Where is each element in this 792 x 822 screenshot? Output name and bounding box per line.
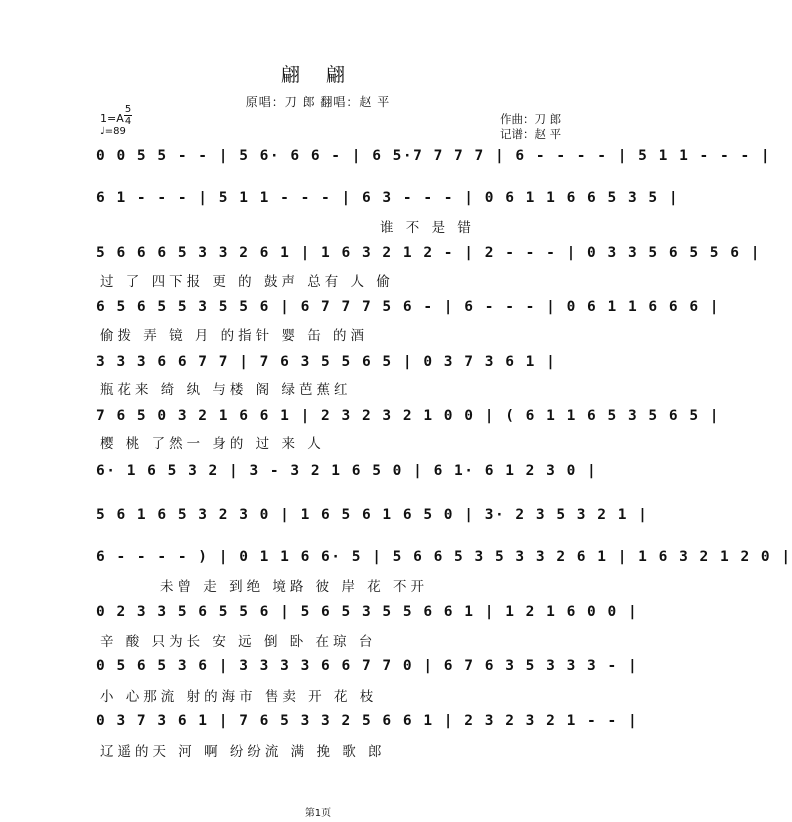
notation-line: 0 0 5 5 - - | 5 6· 6 6 - | 6 5·7 7 7 7 | 6 - - - - | 5 1 1 - - - | [96,148,772,164]
song-title: 翩 翩 [280,64,356,86]
page-number: 第1页 [304,808,332,819]
lyric-line: 小 心那流 射的海市 售卖 开 花 枝 [100,689,378,705]
lyric-line: 过 了 四下报 更 的 鼓声 总有 人 偷 [100,274,394,290]
key-signature: 1=A [100,112,124,125]
notation-line: 3 3 3 6 6 7 7 | 7 6 3 5 5 6 5 | 0 3 7 3 6 1 | [96,354,557,370]
notation-line: 6 1 - - - | 5 1 1 - - - | 6 3 - - - | 0 6 1 1 6 6 5 3 5 | [96,190,680,206]
performer-credits: 原唱：刀 郎 翻唱：赵 平 [245,95,391,109]
lyric-line: 偷拨 弄 镜 月 的指针 婴 缶 的酒 [100,328,369,344]
notation-line: 6· 1 6 5 3 2 | 3 - 3 2 1 6 5 0 | 6 1· 6 1 2 3 0 | [96,463,598,479]
notation-line: 7 6 5 0 3 2 1 6 6 1 | 2 3 2 3 2 1 0 0 | ( 6 1 1 6 5 3 5 6 5 | [96,408,721,424]
lyric-line: 辽遥的天 河 啊 纷纷流 满 挽 歌 郎 [100,744,386,760]
notation-line: 6 5 6 5 5 3 5 5 6 | 6 7 7 7 5 6 - | 6 - - - | 0 6 1 1 6 6 6 | [96,299,721,315]
lyric-line: 樱 桃 了然一 身的 过 来 人 [100,436,325,452]
meter-top: 5 [124,104,132,115]
notation-line: 0 2 3 3 5 6 5 5 6 | 5 6 5 3 5 5 6 6 1 | 1 2 1 6 0 0 | [96,604,639,620]
notation-line: 5 6 1 6 5 3 2 3 0 | 1 6 5 6 1 6 5 0 | 3· 2 3 5 3 2 1 | [96,507,649,523]
notation-line: 6 - - - - ) | 0 1 1 6 6· 5 | 5 6 6 5 3 5 3 3 2 6 1 | 1 6 3 2 1 2 0 | [96,549,792,565]
lyric-line: 未曾 走 到绝 境路 彼 岸 花 不开 [160,579,429,595]
notation-line: 0 5 6 5 3 6 | 3 3 3 3 6 6 7 7 0 | 6 7 6 3 5 3 3 3 - | [96,658,639,674]
lyric-line: 辛 酸 只为长 安 远 倒 卧 在琼 台 [100,634,377,650]
composer-credit: 作曲：刀 郎 [500,112,562,126]
lyric-line: 瓶花来 绮 纨 与楼 阁 绿芭蕉红 [100,382,352,398]
notation-line: 0 3 7 3 6 1 | 7 6 5 3 3 2 5 6 6 1 | 2 3 2 3 2 1 - - | [96,713,639,729]
notation-line: 5 6 6 6 5 3 3 2 6 1 | 1 6 3 2 1 2 - | 2 - - - | 0 3 3 5 6 5 5 6 | [96,245,761,261]
transcriber-credit: 记谱：赵 平 [500,127,562,141]
lyric-line: 谁 不 是 错 [380,220,475,236]
tempo-marking: ♩=89 [100,126,126,137]
meter-bottom: 4 [124,116,132,127]
time-signature [124,104,132,127]
